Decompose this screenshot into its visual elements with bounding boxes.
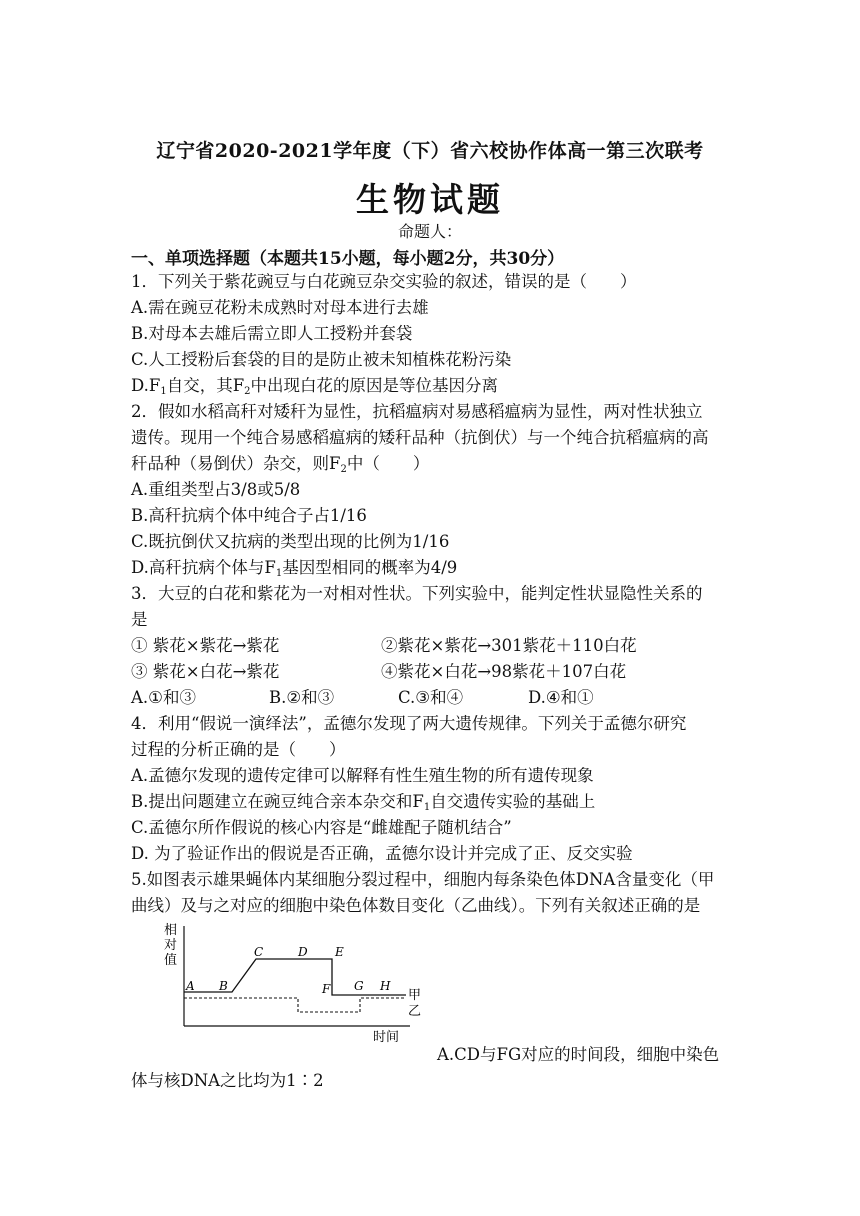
q3-experiment-row2 — [131, 660, 627, 684]
point-label-d: D — [298, 945, 308, 959]
q4-option-c: C.孟德尔所作假说的核心内容是“雌雄配子随机结合” — [131, 818, 512, 837]
x-label: 时间 — [373, 1030, 400, 1045]
point-label-e: E — [335, 945, 344, 959]
figure-svg — [160, 918, 430, 1048]
q1-stem: 1．下列关于紫花豌豆与白花豌豆杂交实验的叙述，错误的是（ ） — [131, 272, 637, 291]
q3-experiment-3: ③ 紫花×白花→紫花 — [131, 662, 280, 681]
q2-option-d: D.高秆抗病个体与$F_1$基因型相同的概率为4/9 — [131, 558, 458, 579]
q3-option-a: A.①和③ — [131, 688, 196, 707]
section-heading: 一、单项选择题（本题共15小题，每小题2分，共30分） — [131, 249, 565, 269]
q1-option-d: $D.F_1$自交，其$F_2$中出现白花的原因是等位基因分离 — [131, 376, 499, 397]
q2-option-a: A.重组类型占3/8或5/8 — [131, 480, 301, 499]
q3-experiment-4: ④紫花×白花→98紫花＋107白花 — [381, 662, 627, 681]
q3-experiment-row1 — [131, 634, 637, 658]
point-label-b: B — [219, 979, 228, 993]
y-label-3: 值 — [164, 953, 178, 968]
y-label-2: 对 — [164, 938, 178, 953]
y-label-1: 相 — [164, 923, 178, 938]
q2-option-b: B.高秆抗病个体中纯合子占1/16 — [131, 506, 367, 525]
q4-option-d: D. 为了验证作出的假说是否正确，孟德尔设计并完成了正、反交实验 — [131, 844, 633, 863]
q5-option-a-line1: A.CD与FG对应的时间段，细胞中染色 — [437, 1045, 720, 1064]
q4-stem-line1: 4．利用“假说一演绎法”，孟德尔发现了两大遗传规律。下列关于孟德尔研究 — [131, 714, 687, 733]
q4-stem-line2: 过程的分析正确的是（ ） — [131, 740, 346, 759]
exam-title: 辽宁省2020-2021学年度（下）省六校协作体高一第三次联考 — [156, 140, 704, 162]
dna-chromosome-figure — [160, 918, 430, 1048]
curve-label-jia: 甲 — [408, 988, 422, 1003]
q2-option-c: C.既抗倒伏又抗病的类型出现的比例为1/16 — [131, 532, 450, 551]
q4-option-a: A.孟德尔发现的遗传定律可以解释有性生殖生物的所有遗传现象 — [131, 766, 594, 785]
q5-stem-line2: 曲线）及与之对应的细胞中染色体数目变化（乙曲线）。下列有关叙述正确的是 — [131, 896, 701, 915]
q5-option-a-line2: 体与核DNA之比均为1∶2 — [131, 1071, 324, 1090]
point-label-f: F — [322, 982, 331, 996]
point-label-g: G — [354, 979, 364, 993]
point-label-a: A — [186, 979, 195, 993]
q3-stem-line2: 是 — [131, 610, 148, 629]
q5-stem-line1: 5.如图表示雄果蝇体内某细胞分裂过程中，细胞内每条染色体DNA含量变化（甲 — [131, 870, 715, 889]
curve-jia — [184, 959, 406, 995]
q3-option-c: C.③和④ — [398, 688, 464, 707]
point-label-c: C — [254, 945, 264, 959]
curve-yi — [184, 998, 406, 1012]
q3-option-b: B.②和③ — [269, 688, 335, 707]
q3-experiment-1: ① 紫花×紫花→紫花 — [131, 636, 280, 655]
q2-stem-line1: 2．假如水稻高秆对矮秆为显性，抗稻瘟病对易感稻瘟病为显性，两对性状独立 — [131, 402, 703, 421]
q3-experiment-2: ②紫花×紫花→301紫花＋110白花 — [381, 636, 637, 655]
subject-title: 生物试题 — [356, 180, 504, 219]
author-line: 命题人： — [397, 222, 462, 241]
q1-option-c: C.人工授粉后套袋的目的是防止被未知植株花粉污染 — [131, 350, 512, 369]
q3-option-d: D.④和① — [528, 688, 594, 707]
q1-option-b: B.对母本去雄后需立即人工授粉并套袋 — [131, 324, 413, 343]
q4-option-b: B.提出问题建立在豌豆纯合亲本杂交和$F_1$自交遗传实验的基础上 — [131, 792, 596, 813]
q3-stem-line1: 3．大豆的白花和紫花为一对相对性状。下列实验中，能判定性状显隐性关系的 — [131, 584, 703, 603]
q2-stem-line3: 秆品种（易倒伏）杂交，则$F_2$中（ ） — [131, 454, 430, 475]
curve-label-yi: 乙 — [408, 1004, 422, 1019]
q2-stem-line2: 遗传。现用一个纯合易感稻瘟病的矮秆品种（抗倒伏）与一个纯合抗稻瘟病的高 — [131, 428, 709, 447]
point-label-h: H — [380, 979, 391, 993]
q1-option-a: A.需在豌豆花粉未成熟时对母本进行去雄 — [131, 298, 429, 317]
